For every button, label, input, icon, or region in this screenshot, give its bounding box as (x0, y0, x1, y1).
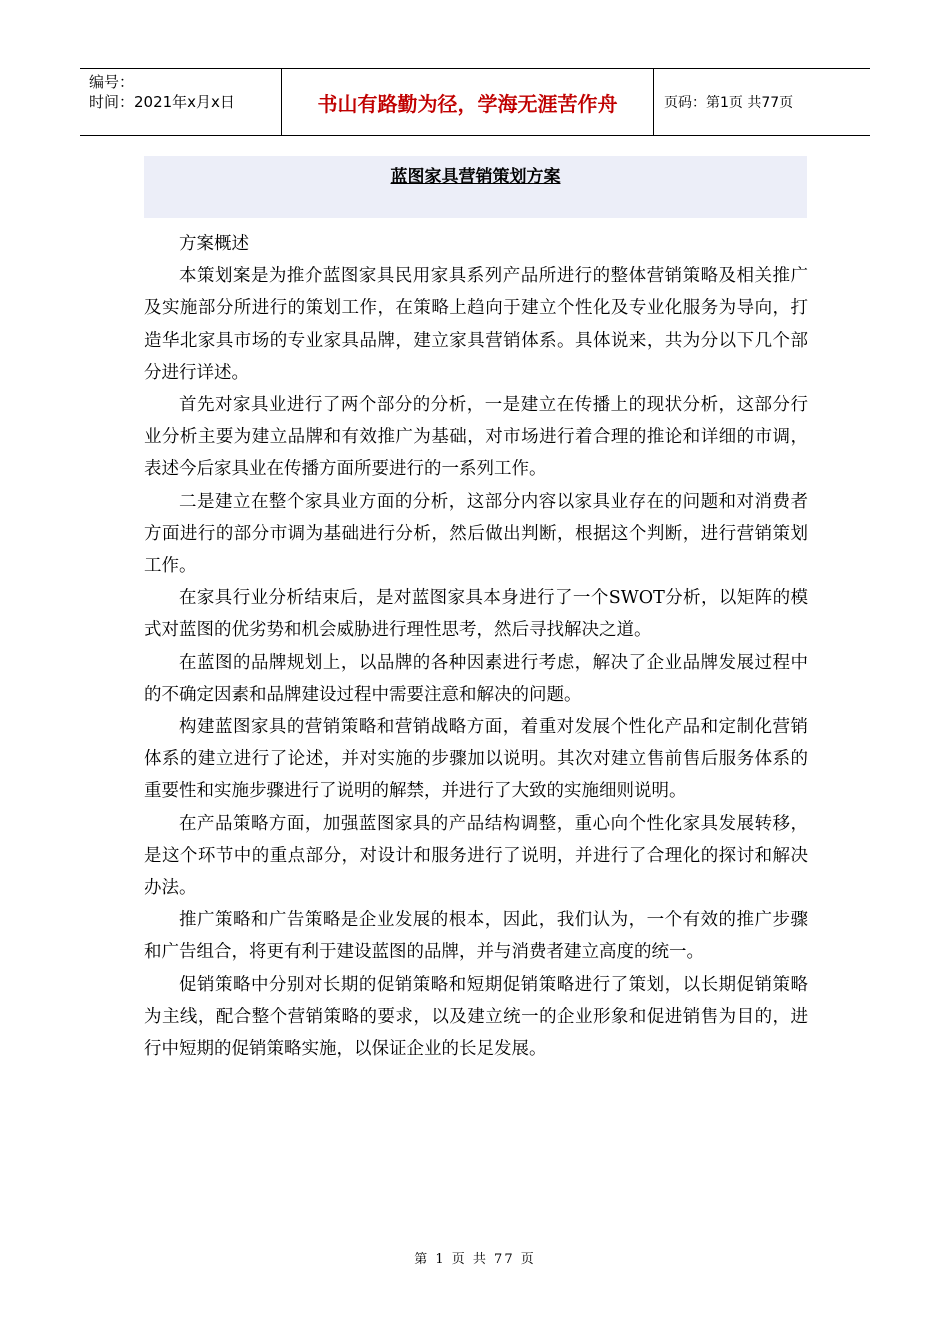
paragraph: 构建蓝图家具的营销策略和营销战略方面，着重对发展个性化产品和定制化营销体系的建立进行了论述，并对实施的步骤加以说明。其次对建立售前售后服务体系的重要性和实施步骤进行了说明的解禁，并进行了大致的实施细则说明。 (144, 717, 808, 802)
time-label: 时间：2021年x月x日 (89, 93, 235, 111)
motto-text: 书山有路勤为径，学海无涯苦作舟 (317, 91, 618, 116)
paragraph: 二是建立在整个家具业方面的分析，这部分内容以家具业存在的问题和对消费者方面进行的部分市调为基础进行分析，然后做出判断，根据这个判断，进行营销策划工作。 (144, 491, 808, 577)
page-info-text: 页码：第1页 共77页 (664, 95, 794, 111)
paragraph: 本策划案是为推介蓝图家具民用家具系列产品所进行的整体营销策略及相关推广及实施部分所进行的策划工作，在策略上趋向于建立个性化及专业化服务为导向，打造华北家具市场的专业家具品牌，建立家具营销体系。具体说来，共为分以下几个部分进行详述。 (144, 266, 808, 383)
paragraph: 首先对家具业进行了两个部分的分析，一是建立在传播上的现状分析，这部分行业分析主要为建立品牌和有效推广为基础，对市场进行着合理的推论和详细的市调，表述今后家具业在传播方面所要进行的一系列工作。 (144, 395, 808, 480)
paragraph: 促销策略中分别对长期的促销策略和短期促销策略进行了策划，以长期促销策略为主线，配合整个营销策略的要求，以及建立统一的企业形象和促进销售为目的，进行中短期的促销策略实施，以保证企业的长足发展。 (144, 974, 808, 1060)
document-title: 蓝图家具营销策划方案 (390, 167, 561, 187)
motto-cell (282, 69, 654, 135)
page-footer (0, 1248, 950, 1267)
header-table (80, 68, 870, 136)
footer-page-number: 第 1 页 共 77 页 (414, 1252, 536, 1267)
paragraph-heading: 方案概述 (179, 234, 249, 254)
document-body (144, 228, 808, 1065)
paragraph: 在家具行业分析结束后，是对蓝图家具本身进行了一个SWOT分析，以矩阵的模式对蓝图的优劣势和机会威胁进行理性思考，然后寻找解决之道。 (144, 588, 808, 641)
paragraph: 推广策略和广告策略是企业发展的根本，因此，我们认为，一个有效的推广步骤和广告组合，将更有利于建设蓝图的品牌，并与消费者建立高度的统一。 (144, 910, 808, 963)
document-title-box (144, 156, 807, 218)
paragraph: 在产品策略方面，加强蓝图家具的产品结构调整，重心向个性化家具发展转移，是这个环节中的重点部分，对设计和服务进行了说明，并进行了合理化的探讨和解决办法。 (144, 813, 808, 899)
paragraph: 在蓝图的品牌规划上，以品牌的各种因素进行考虑，解决了企业品牌发展过程中的不确定因素和品牌建设过程中需要注意和解决的问题。 (144, 652, 808, 705)
header-meta-cell (80, 69, 282, 135)
number-label: 编号： (89, 73, 135, 91)
page-info-cell (654, 69, 870, 135)
